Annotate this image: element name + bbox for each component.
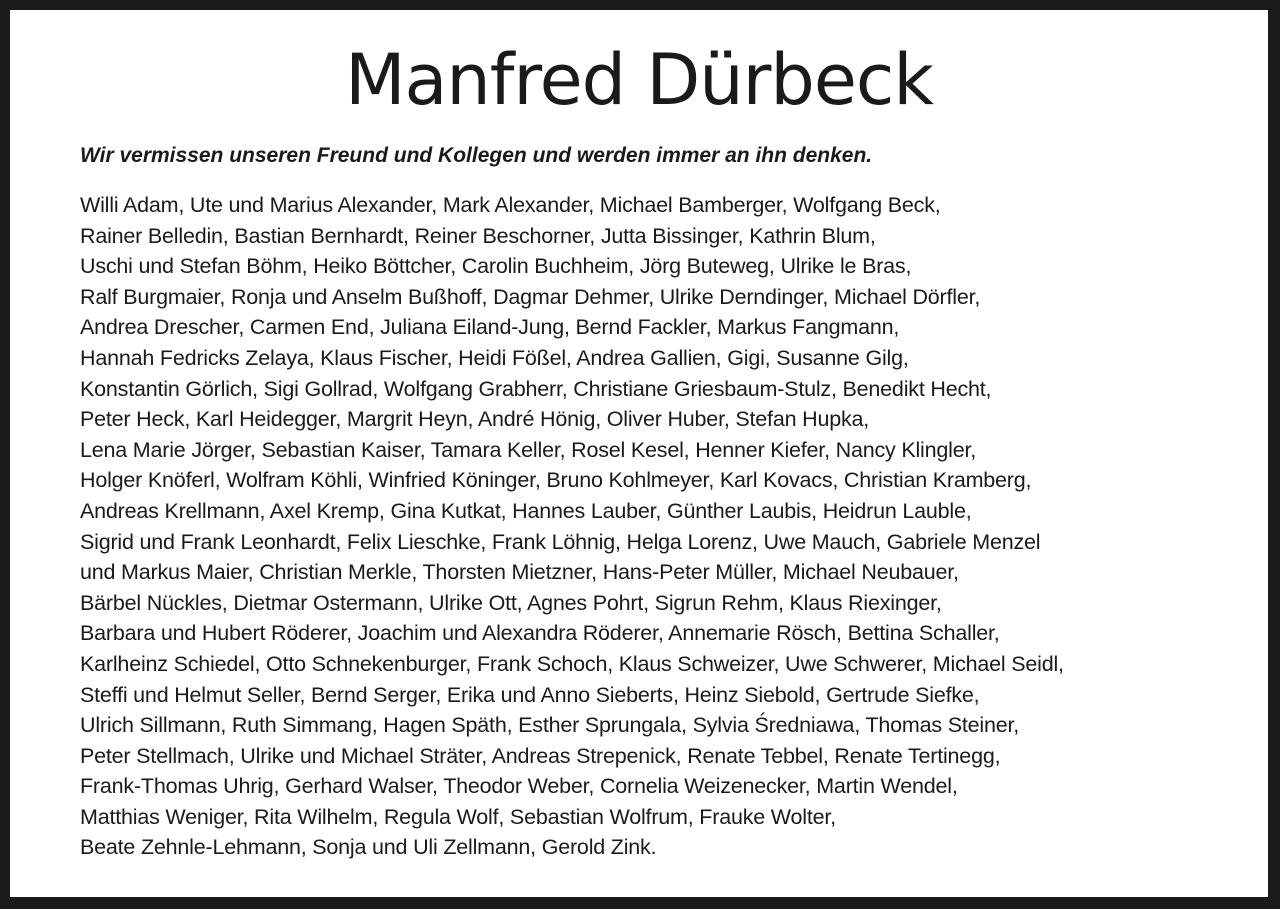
mourners-line: Bärbel Nückles, Dietmar Ostermann, Ulrike Ott, Agnes Pohrt, Sigrun Rehm, Klaus Riexinger, — [80, 590, 942, 615]
mourners-line: Ralf Burgmaier, Ronja und Anselm Bußhoff, Dagmar Dehmer, Ulrike Derndinger, Michael Dörfler, — [80, 284, 981, 309]
mourners-line: und Markus Maier, Christian Merkle, Thorsten Mietzner, Hans-Peter Müller, Michael Neubauer, — [80, 560, 959, 585]
mourners-line: Hannah Fedricks Zelaya, Klaus Fischer, Heidi Fößel, Andrea Gallien, Gigi, Susanne Gilg, — [80, 345, 909, 370]
obituary-notice — [10, 10, 1268, 897]
mourners-line: Steffi und Helmut Seller, Bernd Serger, Erika und Anno Sieberts, Heinz Siebold, Gertrude Siefke, — [80, 682, 980, 707]
mourners-line: Ulrich Sillmann, Ruth Simmang, Hagen Späth, Esther Sprungala, Sylvia Średniawa, Thomas Steiner, — [80, 713, 1020, 738]
mourners-line: Karlheinz Schiedel, Otto Schnekenburger, Frank Schoch, Klaus Schweizer, Uwe Schwerer, Michael Seidl, — [80, 651, 1064, 676]
mourners-line: Lena Marie Jörger, Sebastian Kaiser, Tamara Keller, Rosel Kesel, Henner Kiefer, Nancy Klingler, — [80, 437, 977, 462]
mourners-line: Konstantin Görlich, Sigi Gollrad, Wolfgang Grabherr, Christiane Griesbaum-Stulz, Benedikt Hecht, — [80, 376, 992, 401]
mourners-line: Peter Stellmach, Ulrike und Michael Sträter, Andreas Strepenick, Renate Tebbel, Renate Tertinegg, — [80, 743, 1001, 768]
mourners-line: Andrea Drescher, Carmen End, Juliana Eiland-Jung, Bernd Fackler, Markus Fangmann, — [80, 315, 900, 340]
mourners-line: Frank-Thomas Uhrig, Gerhard Walser, Theodor Weber, Cornelia Weizenecker, Martin Wendel, — [80, 774, 958, 799]
mourners-line: Rainer Belledin, Bastian Bernhardt, Reiner Beschorner, Jutta Bissinger, Kathrin Blum, — [80, 223, 876, 248]
mourners-line: Matthias Weniger, Rita Wilhelm, Regula Wolf, Sebastian Wolfrum, Frauke Wolter, — [80, 804, 836, 829]
mourners-line: Uschi und Stefan Böhm, Heiko Böttcher, Carolin Buchheim, Jörg Buteweg, Ulrike le Bras, — [80, 254, 912, 279]
mourners-line: Sigrid und Frank Leonhardt, Felix Lieschke, Frank Löhnig, Helga Lorenz, Uwe Mauch, Gabriele Menzel — [80, 529, 1041, 554]
mourners-line: Beate Zehnle-Lehmann, Sonja und Uli Zellmann, Gerold Zink. — [80, 835, 657, 860]
mourners-line: Willi Adam, Ute und Marius Alexander, Mark Alexander, Michael Bamberger, Wolfgang Beck, — [80, 193, 941, 217]
deceased-name: Manfred Dürbeck — [345, 39, 933, 121]
mourners-line: Holger Knöferl, Wolfram Köhli, Winfried Köninger, Bruno Kohlmeyer, Karl Kovacs, Christian Kramberg, — [80, 468, 1032, 493]
tribute-text: Wir vermissen unseren Freund und Kollegen und werden immer an ihn denken. — [80, 144, 873, 167]
mourners-line: Peter Heck, Karl Heidegger, Margrit Heyn, André Hönig, Oliver Huber, Stefan Hupka, — [80, 407, 870, 432]
mourners-list — [80, 190, 1220, 863]
mourners-line: Barbara und Hubert Röderer, Joachim und Alexandra Röderer, Annemarie Rösch, Bettina Schaller, — [80, 621, 1000, 646]
mourners-line: Andreas Krellmann, Axel Kremp, Gina Kutkat, Hannes Lauber, Günther Laubis, Heidrun Lauble, — [80, 498, 972, 523]
